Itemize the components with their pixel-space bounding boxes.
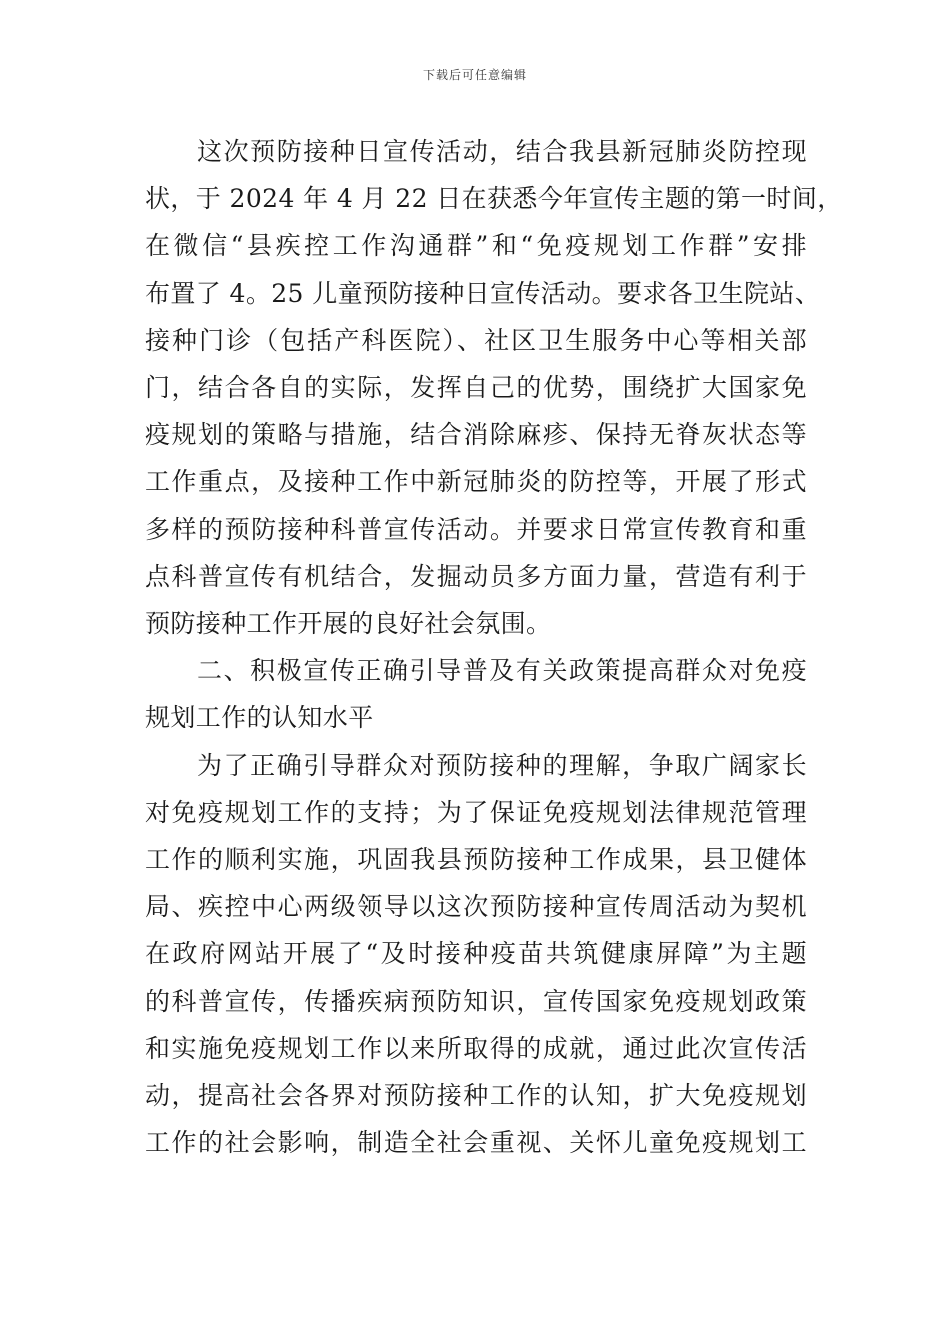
text-line: 预防接种工作开展的良好社会氛围。 [145,609,552,639]
text-line: 的科普宣传，传播疾病预防知识，宣传国家免疫规划政策 [145,986,807,1016]
text-line: 在微信“县疾控工作沟通群”和“免疫规划工作群”安排 [145,231,807,261]
document-body [145,128,843,1166]
text-line: 工作的社会影响，制造全社会重视、关怀儿童免疫规划工 [145,1128,807,1158]
text-line: 动，提高社会各界对预防接种工作的认知，扩大免疫规划 [145,1081,807,1111]
text-line: 对免疫规划工作的支持；为了保证免疫规划法律规范管理 [145,797,807,827]
text-line: 状，于 2024 年 4 月 22 日在获悉今年宣传主题的第一时间， [145,184,843,214]
text-line: 二、积极宣传正确引导普及有关政策提高群众对免疫 [197,656,807,686]
text-line: 疫规划的策略与措施，结合消除麻疹、保持无脊灰状态等 [145,420,807,450]
text-line: 和实施免疫规划工作以来所取得的成就，通过此次宣传活 [145,1033,807,1063]
text-line: 工作重点，及接种工作中新冠肺炎的防控等，开展了形式 [145,467,807,497]
text-line: 局、疾控中心两级领导以这次预防接种宣传周活动为契机 [145,892,807,922]
text-line: 规划工作的认知水平 [145,703,374,733]
section-heading [145,647,807,741]
text-line: 门，结合各自的实际，发挥自己的优势，围绕扩大国家免 [145,373,807,403]
text-line: 在政府网站开展了“及时接种疫苗共筑健康屏障”为主题 [145,939,807,969]
text-line: 布置了 4。25 儿童预防接种日宣传活动。要求各卫生院站、 [145,278,821,308]
text-line: 接种门诊（包括产科医院）、社区卫生服务中心等相关部 [145,325,807,355]
text-line: 为了正确引导群众对预防接种的理解，争取广阔家长 [197,750,807,780]
text-line: 点科普宣传有机结合，发掘动员多方面力量，营造有利于 [145,561,807,591]
text-line: 多样的预防接种科普宣传活动。并要求日常宣传教育和重 [145,514,807,544]
text-line: 工作的顺利实施，巩固我县预防接种工作成果，县卫健体 [145,845,807,875]
paragraph-guidance [145,742,807,1167]
header-note: 下载后可任意编辑 [422,68,527,82]
paragraph-activity [145,128,843,647]
text-line: 这次预防接种日宣传活动，结合我县新冠肺炎防控现 [197,137,807,166]
